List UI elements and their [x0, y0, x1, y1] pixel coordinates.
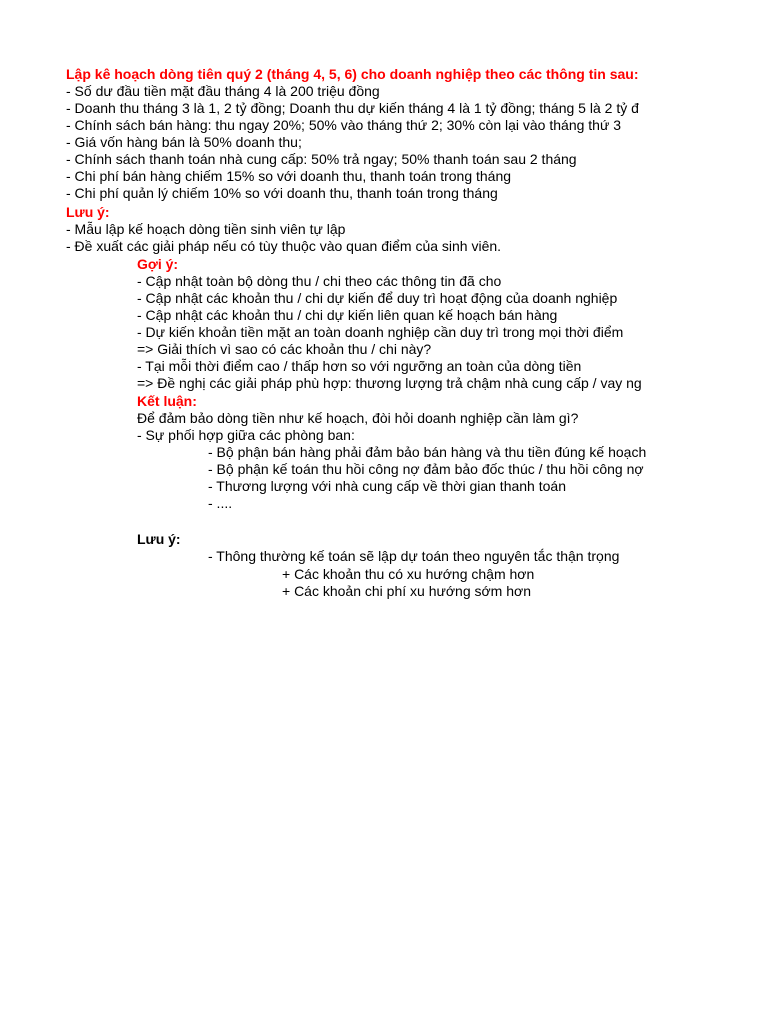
conclusion-item: - .... — [208, 495, 233, 511]
info-line-supplier-policy: - Chính sách thanh toán nhà cung cấp: 50% trả ngay; 50% thanh toán sau 2 tháng — [66, 151, 577, 167]
page-title: Lập kê hoạch dòng tiên quý 2 (tháng 4, 5, 6) cho doanh nghiệp theo các thông tin sau: — [66, 66, 639, 82]
hint-item: - Cập nhật các khoản thu / chi dự kiến liên quan kế hoạch bán hàng — [137, 307, 558, 323]
note2-heading: Lưu ý: — [137, 531, 181, 547]
hint-heading: Gợi ý: — [137, 256, 179, 272]
info-line-opening-cash: - Số dư đầu tiền mặt đầu tháng 4 là 200 triệu đồng — [66, 83, 380, 99]
info-line-revenue: - Doanh thu tháng 3 là 1, 2 tỷ đồng; Doanh thu dự kiến tháng 4 là 1 tỷ đồng; tháng 5 là 2 tỷ đ — [66, 100, 639, 116]
hint-item: - Dự kiến khoản tiền mặt an toàn doanh nghiệp cần duy trì trong mọi thời điểm — [137, 324, 624, 340]
info-line-admin-expense: - Chi phí quản lý chiếm 10% so với doanh thu, thanh toán trong tháng — [66, 185, 498, 201]
hint-item: - Cập nhật các khoản thu / chi dự kiến để duy trì hoạt động của doanh nghiệp — [137, 290, 618, 306]
note-item-solutions: - Đề xuất các giải pháp nếu có tùy thuộc vào quan điểm của sinh viên. — [66, 238, 502, 254]
info-line-selling-expense: - Chi phí bán hàng chiếm 15% so với doanh thu, thanh toán trong tháng — [66, 168, 512, 184]
hint-item: - Cập nhật toàn bộ dòng thu / chi theo các thông tin đã cho — [137, 273, 502, 289]
conclusion-coordination: - Sự phối hợp giữa các phòng ban: — [137, 427, 355, 443]
hint-item: - Tại mỗi thời điểm cao / thấp hơn so với ngưỡng an toàn của dòng tiền — [137, 358, 582, 374]
conclusion-item: - Bộ phận bán hàng phải đảm bảo bán hàng và thu tiền đúng kế hoạch — [208, 444, 647, 460]
note2-principle: - Thông thường kế toán sẽ lập dự toán theo nguyên tắc thận trọng — [208, 548, 620, 564]
note2-item: + Các khoản thu có xu hướng chậm hơn — [282, 566, 535, 582]
hint-item: => Giải thích vì sao có các khoản thu / chi này? — [137, 341, 432, 357]
info-line-cogs: - Giá vốn hàng bán là 50% doanh thu; — [66, 134, 302, 150]
note-item-template: - Mẫu lập kế hoạch dòng tiền sinh viên tự lập — [66, 221, 346, 237]
hint-item: => Đề nghị các giải pháp phù hợp: thương lượng trả chậm nhà cung cấp / vay ng — [137, 375, 642, 391]
conclusion-item: - Bộ phận kế toán thu hồi công nợ đảm bảo đốc thúc / thu hồi công nợ — [208, 461, 644, 477]
info-line-sales-policy: - Chính sách bán hàng: thu ngay 20%; 50% vào tháng thứ 2; 30% còn lại vào tháng thứ 3 — [66, 117, 622, 133]
note-heading: Lưu ý: — [66, 204, 110, 220]
conclusion-item: - Thương lượng với nhà cung cấp về thời gian thanh toán — [208, 478, 566, 494]
note2-item: + Các khoản chi phí xu hướng sớm hơn — [282, 583, 531, 599]
conclusion-question: Để đảm bảo dòng tiền như kế hoạch, đòi hỏi doanh nghiệp cần làm gì? — [137, 410, 579, 426]
conclusion-heading: Kết luận: — [137, 393, 197, 409]
